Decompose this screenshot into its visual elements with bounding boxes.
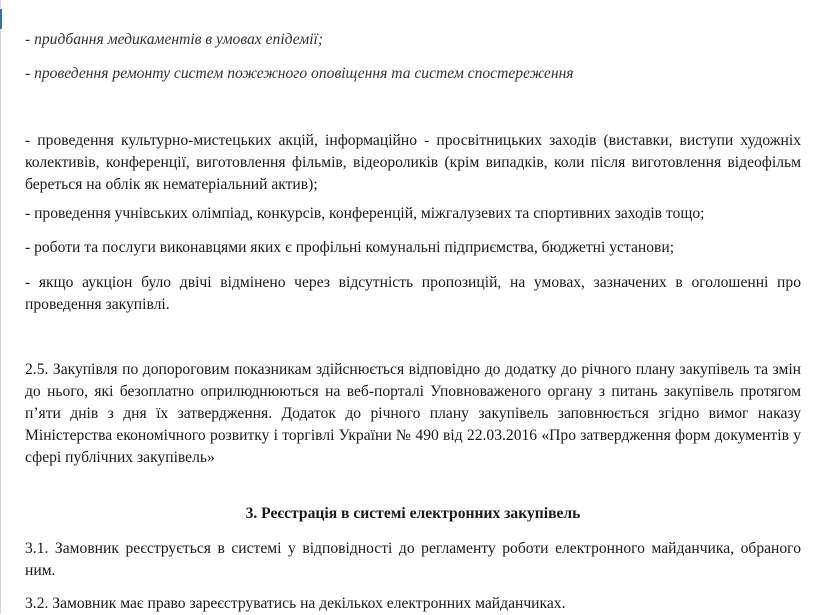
list-item-communal-services: - роботи та послуги виконавцями яких є профільні комунальні підприємства, бюджетні установи; [25,239,675,256]
edge-marker [0,9,2,29]
left-border [0,0,1,614]
section-3-2-paragraph: 3.2. Замовник має право зареєструватись на декількох електронних майданчиках. [25,595,566,612]
section-3-1-paragraph: 3.1. Замовник реєструється в системі у відповідності до регламенту роботи електронного майданчика, обраного ним. [25,540,801,579]
list-item-medicines: - придбання медикаментів в умовах епідемії; [25,31,324,48]
list-item-fire-alarm-repair: - проведення ремонту систем пожежного оповіщення та систем спостереження [25,65,574,82]
list-item-student-olympiads: - проведення учнівських олімпіад, конкурсів, конференцій, міжгалузевих та спортивних заходів тощо; [25,205,705,222]
list-item-cancelled-auction: - якщо аукціон було двічі відмінено через відсутність пропозицій, на умовах, зазначених в оголошенні про проведення закупівлі. [25,274,801,313]
section-3-heading: 3. Реєстрація в системі електронних закупівель [245,505,581,522]
section-2-5-paragraph: 2.5. Закупівля по допороговим показникам здійснюється відповідно до додатку до річного плану закупівель та змін до нього, які безоплатно оприлюднюються на веб-порталі Уповноваженого органу з питань закупівель протягом п’яти днів з дня їх затвердження. Додаток до річного плану закупівель заповнюється згідно вимог наказу Міністерства економічного розвитку і торгівлі України № 490 від 22.03.2016 «Про затвердження форм документів у сфері публічних закупівель» [25,361,801,466]
list-item-cultural-events: - проведення культурно-мистецьких акцій, інформаційно - просвітницьких заходів (виставки, виступи художніх колективів, конференції, виготовлення фільмів, відеороликів (крім випадків, коли після виготовлення відеофільм береться на облік як нематеріальний актив); [25,132,801,193]
